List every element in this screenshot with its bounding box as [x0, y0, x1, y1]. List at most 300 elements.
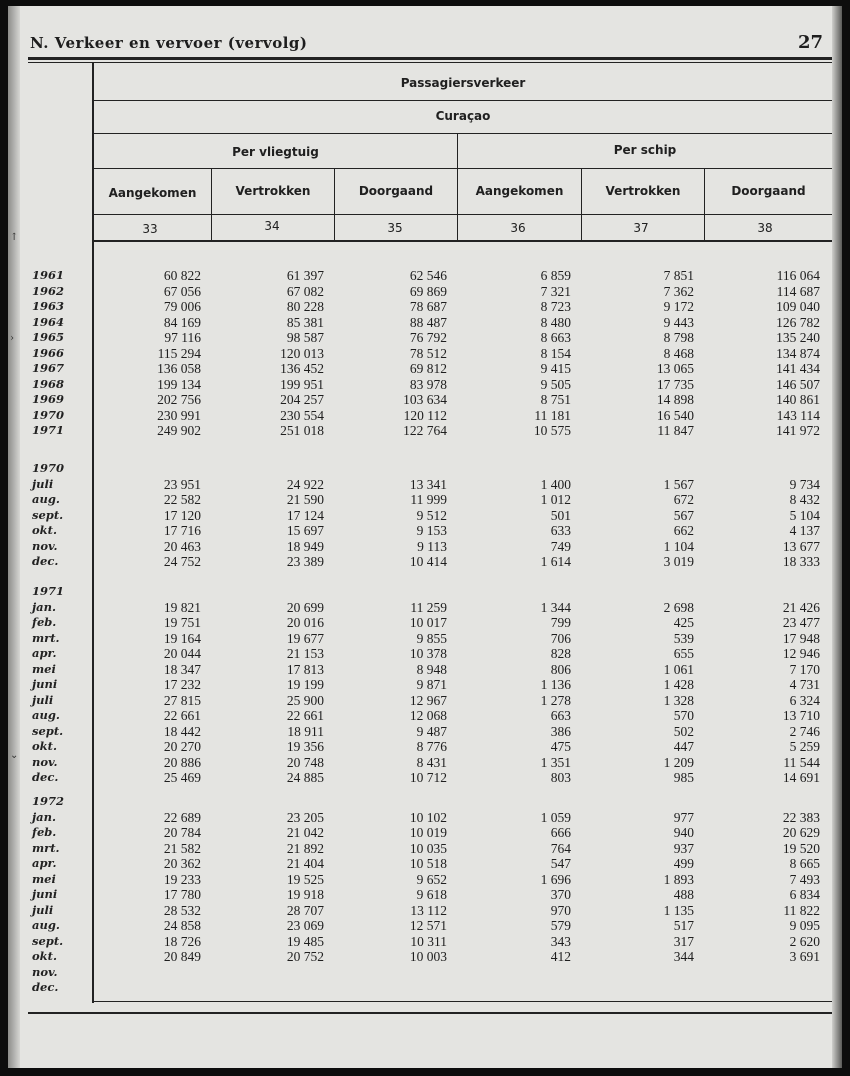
- table-cell: 570: [673, 708, 694, 723]
- table-cell: 17 780: [163, 887, 201, 902]
- table-cell: 143 114: [776, 407, 820, 423]
- table-cell: 9 855: [416, 630, 447, 646]
- table-cell: 24 885: [286, 770, 324, 785]
- row-label: sept.: [32, 933, 64, 948]
- table-cell: 10 414: [409, 554, 447, 569]
- table-cell: 19 199: [286, 677, 324, 692]
- table-cell: 13 112: [410, 902, 447, 918]
- table-cell: 7 170: [789, 661, 820, 677]
- table-cell: 10 035: [409, 840, 447, 856]
- table-cell: 23 069: [286, 918, 324, 933]
- scanned-page: [8, 6, 842, 1068]
- table-cell: 7 362: [663, 283, 694, 299]
- table-cell: 202 756: [157, 392, 201, 407]
- table-cell: 13 710: [782, 708, 820, 723]
- table-cell: 977: [673, 809, 694, 825]
- table-cell: 1 136: [540, 677, 571, 692]
- table-cell: 7 321: [540, 283, 571, 299]
- row-label: nov.: [32, 964, 58, 979]
- table-cell: 14 898: [656, 392, 694, 407]
- table-cell: 2 746: [789, 723, 820, 739]
- table-cell: 828: [550, 646, 571, 661]
- col-header-38: Doorgaand: [731, 184, 806, 198]
- table-cell: 249 902: [157, 423, 201, 438]
- table-cell: 20 748: [286, 754, 324, 770]
- table-cell: 24 858: [163, 918, 201, 933]
- section-title: N. Verkeer en vervoer (vervolg): [30, 34, 308, 52]
- page-edge-shadow: [832, 6, 842, 1068]
- table-cell: 10 518: [409, 856, 447, 871]
- table-cell: 970: [550, 902, 571, 918]
- table-cell: 1 893: [663, 871, 694, 887]
- col-header-33: Aangekomen: [108, 186, 197, 200]
- table-cell: 1 061: [663, 661, 694, 677]
- table-cell: 412: [550, 949, 571, 964]
- table-cell: 22 582: [163, 492, 201, 507]
- table-cell: 11 822: [783, 902, 820, 918]
- table-cell: 567: [673, 507, 694, 523]
- table-cell: 116 064: [776, 268, 820, 283]
- col-header-37: Vertrokken: [605, 184, 681, 198]
- table-cell: 20 629: [782, 825, 820, 840]
- table-cell: 764: [550, 840, 571, 856]
- table-cell: 706: [550, 630, 571, 646]
- table-cell: 447: [673, 739, 694, 754]
- margin-mark: ›: [10, 333, 14, 344]
- table-subtitle: Curaçao: [435, 109, 491, 123]
- table-cell: 17 813: [286, 661, 324, 677]
- table-cell: 499: [673, 856, 694, 871]
- row-label: 1970: [32, 407, 65, 422]
- table-cell: 9 871: [416, 677, 447, 692]
- table-cell: 10 019: [409, 825, 447, 840]
- table-cell: 97 116: [164, 330, 201, 345]
- table-cell: 120 112: [403, 407, 447, 423]
- col-header-35: Doorgaand: [358, 184, 434, 198]
- table-cell: 19 918: [286, 887, 324, 902]
- table-cell: 539: [673, 630, 694, 646]
- table-cell: 6 834: [789, 887, 820, 902]
- table-cell: 21 590: [286, 492, 324, 507]
- table-cell: 19 485: [286, 933, 324, 949]
- row-label: jan.: [32, 809, 56, 824]
- table-cell: 8 948: [416, 661, 447, 677]
- table-cell: 799: [550, 615, 571, 630]
- table-cell: 8 480: [540, 314, 571, 330]
- table-cell: 83 978: [409, 376, 447, 392]
- table-cell: 1 209: [663, 754, 694, 770]
- table-cell: 9 487: [416, 723, 447, 739]
- header-rule-4: [92, 214, 832, 215]
- table-cell: 11 847: [657, 423, 694, 438]
- table-cell: 28 532: [163, 902, 201, 918]
- table-cell: 17 232: [163, 677, 201, 692]
- row-label: juli: [32, 692, 54, 707]
- table-cell: 10 003: [409, 949, 447, 964]
- table-cell: 12 946: [782, 646, 820, 661]
- row-label: sept.: [32, 723, 64, 738]
- table-cell: 230 991: [157, 407, 201, 423]
- table-cell: 10 311: [410, 933, 447, 949]
- table-cell: 67 082: [286, 283, 324, 299]
- table-cell: 386: [550, 723, 571, 739]
- table-cell: 806: [550, 661, 571, 677]
- table-cell: 3 691: [789, 949, 820, 964]
- row-label: 1962: [32, 283, 65, 298]
- row-label: feb.: [32, 825, 57, 839]
- top-rule-thin: [28, 62, 832, 63]
- table-cell: 23 389: [286, 554, 324, 569]
- table-cell: 8 431: [416, 754, 447, 770]
- row-label: 1971: [32, 423, 65, 437]
- table-cell: 803: [550, 770, 571, 785]
- table-cell: 18 442: [163, 723, 201, 739]
- table-cell: 76 792: [409, 330, 447, 345]
- table-cell: 3 019: [663, 554, 694, 569]
- table-cell: 502: [673, 723, 694, 739]
- table-cell: 141 434: [776, 361, 820, 376]
- table-cell: 28 707: [286, 902, 324, 918]
- table-cell: 146 507: [776, 376, 820, 392]
- row-label: 1971: [32, 584, 65, 598]
- table-cell: 8 751: [540, 392, 571, 407]
- row-label: 1969: [32, 392, 65, 406]
- row-label: feb.: [32, 615, 57, 629]
- table-cell: 21 426: [782, 599, 820, 615]
- table-cell: 20 784: [163, 825, 201, 840]
- table-cell: 1 012: [540, 492, 571, 507]
- table-cell: 1 135: [663, 902, 694, 918]
- header-rule-5: [92, 240, 832, 242]
- table-cell: 1 059: [540, 809, 571, 825]
- table-cell: 1 428: [663, 677, 694, 692]
- table-cell: 20 016: [286, 615, 324, 630]
- table-cell: 199 134: [157, 376, 201, 392]
- table-cell: 8 432: [789, 492, 820, 507]
- table-cell: 78 687: [409, 299, 447, 314]
- table-cell: 12 571: [409, 918, 447, 933]
- table-cell: 8 468: [663, 345, 694, 361]
- table-cell: 940: [673, 825, 694, 840]
- table-cell: 17 735: [656, 376, 694, 392]
- table-cell: 25 900: [286, 692, 324, 708]
- table-cell: 425: [673, 615, 694, 630]
- table-cell: 115 294: [157, 345, 201, 361]
- table-cell: 8 663: [540, 330, 571, 345]
- table-cell: 13 341: [409, 476, 447, 492]
- table-cell: 17 120: [163, 507, 201, 523]
- table-cell: 23 951: [163, 476, 201, 492]
- table-cell: 114 687: [776, 283, 820, 299]
- table-cell: 98 587: [286, 330, 324, 345]
- table-cell: 120 013: [280, 345, 324, 361]
- col-number-35: 35: [387, 221, 403, 235]
- table-cell: 9 153: [416, 523, 447, 538]
- table-cell: 15 697: [286, 523, 324, 538]
- table-cell: 370: [550, 887, 571, 902]
- row-label: dec.: [32, 554, 59, 568]
- col-number-34: 34: [264, 219, 280, 233]
- table-cell: 1 104: [663, 538, 694, 554]
- table-cell: 9 172: [663, 299, 694, 314]
- table-cell: 19 356: [286, 739, 324, 754]
- table-cell: 13 677: [782, 538, 820, 554]
- table-cell: 655: [673, 646, 694, 661]
- table-cell: 136 058: [157, 361, 201, 376]
- table-cell: 21 404: [286, 856, 324, 871]
- row-label: mrt.: [32, 840, 60, 855]
- table-cell: 633: [550, 523, 571, 538]
- table-cell: 9 113: [417, 538, 447, 554]
- table-cell: 25 469: [163, 770, 201, 785]
- table-cell: 14 691: [782, 770, 820, 785]
- row-label: mei: [32, 661, 56, 676]
- table-cell: 672: [673, 492, 694, 507]
- row-label: nov.: [32, 538, 58, 553]
- table-cell: 17 948: [782, 630, 820, 646]
- table-cell: 11 999: [410, 492, 447, 507]
- table-cell: 663: [550, 708, 571, 723]
- table-cell: 8 723: [540, 299, 571, 314]
- table-cell: 23 477: [782, 615, 820, 630]
- table-cell: 1 567: [663, 476, 694, 492]
- table-cell: 9 443: [663, 314, 694, 330]
- table-cell: 103 634: [403, 392, 447, 407]
- row-label: 1963: [32, 299, 65, 313]
- table-cell: 21 582: [163, 840, 201, 856]
- table-cell: 475: [550, 739, 571, 754]
- table-cell: 24 922: [286, 476, 324, 492]
- table-cell: 344: [673, 949, 694, 964]
- row-label: sept.: [32, 507, 64, 522]
- table-cell: 199 951: [280, 376, 324, 392]
- table-cell: 18 333: [782, 554, 820, 569]
- table-cell: 19 821: [163, 599, 201, 615]
- table-cell: 7 493: [789, 871, 820, 887]
- row-label: mrt.: [32, 630, 60, 645]
- table-cell: 8 154: [540, 345, 571, 361]
- table-cell: 9 512: [416, 507, 447, 523]
- table-cell: 20 849: [163, 949, 201, 964]
- row-label: 1965: [32, 330, 65, 344]
- row-label: dec.: [32, 980, 59, 994]
- table-cell: 20 463: [163, 538, 201, 554]
- table-cell: 19 525: [286, 871, 324, 887]
- table-cell: 18 347: [163, 661, 201, 677]
- table-cell: 9 095: [789, 918, 820, 933]
- table-cell: 21 042: [286, 825, 324, 840]
- table-cell: 19 677: [286, 630, 324, 646]
- table-cell: 13 065: [656, 361, 694, 376]
- row-label: dec.: [32, 770, 59, 784]
- table-cell: 579: [550, 918, 571, 933]
- table-cell: 140 861: [776, 392, 820, 407]
- row-label: 1970: [32, 461, 65, 475]
- row-label: aug.: [32, 918, 60, 932]
- table-cell: 17 124: [286, 507, 324, 523]
- table-cell: 126 782: [776, 314, 820, 330]
- table-cell: 23 205: [286, 809, 324, 825]
- table-cell: 62 546: [409, 268, 447, 283]
- table-cell: 666: [550, 825, 571, 840]
- table-cell: 19 233: [163, 871, 201, 887]
- header-rule-2: [92, 133, 832, 134]
- table-cell: 749: [550, 538, 571, 554]
- table-cell: 12 068: [409, 708, 447, 723]
- table-cell: 122 764: [403, 423, 447, 438]
- row-label: okt.: [32, 523, 57, 537]
- table-cell: 662: [673, 523, 694, 538]
- table-cell: 7 851: [663, 268, 694, 283]
- col-header-36: Aangekomen: [475, 184, 564, 198]
- table-cell: 2 698: [663, 599, 694, 615]
- table-cell: 18 949: [286, 538, 324, 554]
- col-number-37: 37: [633, 221, 649, 235]
- table-cell: 2 620: [789, 933, 820, 949]
- row-label: okt.: [32, 949, 57, 963]
- table-cell: 1 614: [540, 554, 571, 569]
- row-label: mei: [32, 871, 56, 886]
- table-cell: 6 859: [540, 268, 571, 283]
- col-number-38: 38: [757, 221, 773, 235]
- table-cell: 8 798: [663, 330, 694, 345]
- table-cell: 22 661: [163, 708, 201, 723]
- bottom-rule-thick: [28, 1012, 832, 1014]
- table-cell: 10 575: [533, 423, 571, 438]
- group-header-sea: Per schip: [613, 143, 677, 157]
- col-number-33: 33: [142, 222, 158, 236]
- table-cell: 10 017: [409, 615, 447, 630]
- table-cell: 343: [550, 933, 571, 949]
- table-cell: 8 665: [789, 856, 820, 871]
- table-title: Passagiersverkeer: [400, 76, 526, 90]
- col-number-36: 36: [510, 221, 526, 235]
- table-cell: 488: [673, 887, 694, 902]
- row-label: 1961: [32, 268, 65, 282]
- table-cell: 19 751: [163, 615, 201, 630]
- table-cell: 20 362: [163, 856, 201, 871]
- margin-mark: ↑: [10, 232, 19, 243]
- table-cell: 1 344: [540, 599, 571, 615]
- row-label: apr.: [32, 856, 57, 870]
- page-binding-shadow: [8, 6, 20, 1068]
- table-cell: 10 102: [409, 809, 447, 825]
- table-cell: 317: [673, 933, 694, 949]
- table-cell: 8 776: [416, 739, 447, 754]
- row-label: okt.: [32, 739, 57, 753]
- table-cell: 21 153: [286, 646, 324, 661]
- table-cell: 22 383: [782, 809, 820, 825]
- table-cell: 1 400: [540, 476, 571, 492]
- table-cell: 517: [673, 918, 694, 933]
- table-cell: 9 415: [540, 361, 571, 376]
- table-cell: 11 544: [783, 754, 820, 770]
- table-cell: 85 381: [286, 314, 324, 330]
- table-cell: 69 812: [409, 361, 447, 376]
- table-cell: 501: [550, 507, 571, 523]
- table-cell: 11 259: [410, 599, 447, 615]
- table-cell: 61 397: [286, 268, 324, 283]
- table-cell: 141 972: [776, 423, 820, 438]
- row-label: jan.: [32, 599, 56, 614]
- margin-mark: ⌄: [10, 750, 19, 761]
- table-cell: 80 228: [286, 299, 324, 314]
- page-number: 27: [798, 32, 824, 53]
- table-cell: 18 726: [163, 933, 201, 949]
- table-cell: 20 270: [163, 739, 201, 754]
- table-cell: 79 006: [163, 299, 201, 314]
- table-cell: 251 018: [280, 423, 324, 438]
- bottom-rule-thin: [92, 1001, 832, 1002]
- table-cell: 109 040: [776, 299, 820, 314]
- table-cell: 20 044: [163, 646, 201, 661]
- header-rule-1: [92, 100, 832, 101]
- row-label: juli: [32, 476, 54, 491]
- table-cell: 6 324: [789, 692, 820, 708]
- table-cell: 1 328: [663, 692, 694, 708]
- row-label: nov.: [32, 754, 58, 769]
- table-cell: 16 540: [656, 407, 694, 423]
- table-cell: 69 869: [409, 283, 447, 299]
- table-cell: 1 696: [540, 871, 571, 887]
- table-cell: 19 520: [782, 840, 820, 856]
- row-label: juni: [32, 677, 58, 691]
- table-cell: 12 967: [409, 692, 447, 708]
- row-label: 1968: [32, 376, 65, 391]
- table-cell: 24 752: [163, 554, 201, 569]
- table-cell: 11 181: [534, 407, 571, 423]
- table-cell: 27 815: [163, 692, 201, 708]
- table-cell: 22 661: [286, 708, 324, 723]
- row-label: 1967: [32, 361, 65, 375]
- table-cell: 985: [673, 770, 694, 785]
- row-label: 1972: [32, 794, 65, 808]
- row-label: 1964: [32, 314, 65, 329]
- table-cell: 18 911: [287, 723, 324, 739]
- table-cell: 937: [673, 840, 694, 856]
- row-label: juni: [32, 887, 58, 901]
- table-cell: 21 892: [286, 840, 324, 856]
- top-rule-thick: [28, 57, 832, 60]
- table-cell: 10 712: [409, 770, 447, 785]
- table-cell: 547: [550, 856, 571, 871]
- table-cell: 19 164: [163, 630, 201, 646]
- table-cell: 4 137: [789, 523, 820, 538]
- table-cell: 134 874: [776, 345, 820, 361]
- table-cell: 135 240: [776, 330, 820, 345]
- row-label: 1966: [32, 345, 65, 360]
- header-rule-3: [92, 168, 832, 169]
- row-label: juli: [32, 902, 54, 917]
- table-cell: 22 689: [163, 809, 201, 825]
- row-label: apr.: [32, 646, 57, 660]
- row-label: aug.: [32, 492, 60, 506]
- table-cell: 1 351: [540, 754, 571, 770]
- table-cell: 5 104: [789, 507, 820, 523]
- table-cell: 9 505: [540, 376, 571, 392]
- table-cell: 84 169: [163, 314, 201, 330]
- table-cell: 10 378: [409, 646, 447, 661]
- table-cell: 20 752: [286, 949, 324, 964]
- table-cell: 67 056: [163, 283, 201, 299]
- table-cell: 4 731: [789, 677, 820, 692]
- table-cell: 9 618: [416, 887, 447, 902]
- table-cell: 60 822: [163, 268, 201, 283]
- table-cell: 20 699: [286, 599, 324, 615]
- table-cell: 5 259: [789, 739, 820, 754]
- table-cell: 88 487: [409, 314, 447, 330]
- col-header-34: Vertrokken: [235, 184, 311, 198]
